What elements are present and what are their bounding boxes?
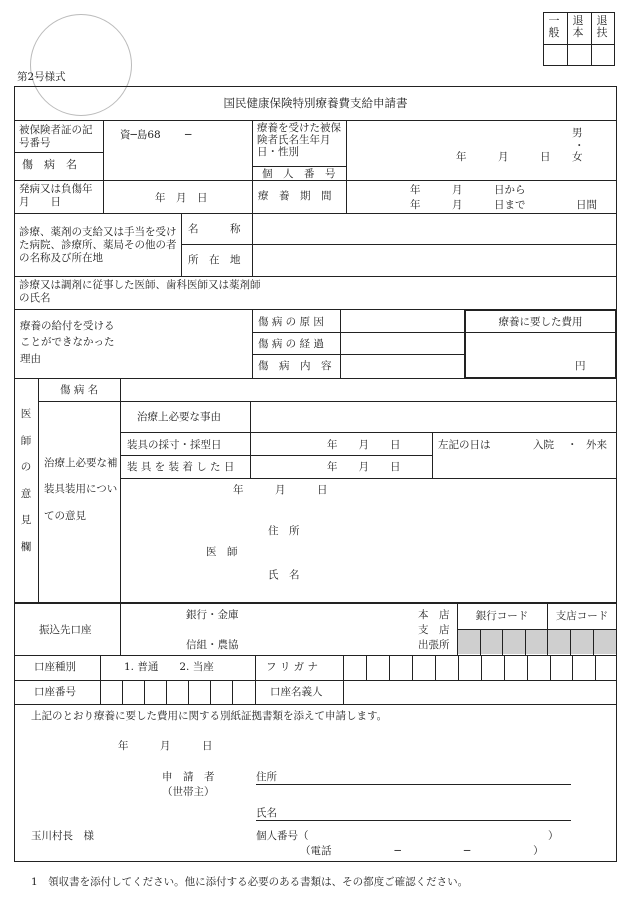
branch-code-label: 支店コード [555, 610, 609, 622]
patient-label: 療養を受けた被保険者氏名生年月日・性別 [257, 122, 341, 158]
inpatient-option[interactable]: 入院 [533, 439, 554, 451]
bank-kinko[interactable]: 銀行・金庫 [186, 609, 239, 621]
name-underline[interactable] [256, 820, 571, 821]
furigana-cell [550, 655, 551, 680]
facility-address-label: 所 在 地 [188, 254, 241, 266]
fitting-date-value[interactable]: 年 月 日 [327, 439, 401, 451]
personal-number-label: 個 人 番 号 [262, 168, 336, 180]
account-number-label: 口座番号 [34, 686, 76, 698]
account-cell [232, 680, 233, 705]
applicant-name-label: 氏名 [256, 807, 277, 819]
col-line [547, 603, 548, 655]
onset-date-label: 発病又は負傷年 月 日 [19, 183, 114, 208]
col-line [432, 432, 433, 478]
frame-side [616, 705, 617, 861]
row-line [14, 276, 617, 277]
opinion-disease-label: 傷 病 名 [60, 384, 99, 396]
status-box-retire-dependent[interactable]: 退扶 [596, 14, 608, 40]
code-cell [570, 629, 571, 655]
onset-date-value[interactable]: 年 月 日 [155, 192, 208, 204]
gender-female[interactable]: 女 [572, 151, 583, 163]
facility-name-label: 名 称 [188, 223, 241, 235]
account-holder-label: 口座名義人 [270, 686, 323, 698]
code-cell [525, 629, 526, 655]
cost-label: 療養に要した費用 [498, 316, 583, 328]
col-line [340, 309, 341, 378]
frame-side [14, 705, 15, 861]
col-line [120, 603, 121, 655]
row-line [38, 401, 617, 402]
bank-code-label: 銀行コード [475, 610, 529, 622]
account-cell [188, 680, 189, 705]
code-cell [480, 629, 481, 655]
applicant-personal-number-label: 個人番号（ [256, 830, 309, 842]
fitting-date-label: 装具の採寸・採型日 [127, 439, 222, 451]
gender-male[interactable]: 男 [572, 127, 583, 139]
injury-course-label: 傷 病 の 経 過 [258, 338, 324, 350]
wearing-date-label: 装 具 を 装 着 し た 日 [127, 461, 235, 473]
form-number: 第2号様式 [17, 71, 66, 83]
cost-yen[interactable]: 円 [575, 360, 586, 372]
period-days[interactable]: 日間 [576, 199, 597, 211]
row-line [14, 180, 617, 181]
opinion-vertical-title: 医 師 の 意 見 欄 [20, 408, 32, 553]
col-line [103, 120, 104, 213]
declaration-text: 上記のとおり療養に要した費用に関する別紙証拠書類を添えて申請します。 [31, 710, 388, 722]
account-type-label: 口座種別 [34, 661, 76, 673]
option-dot: ・ [567, 439, 578, 451]
doctor-address-label: 住 所 [268, 525, 300, 537]
code-cell [502, 629, 503, 655]
application-date[interactable]: 年 月 日 [118, 740, 213, 752]
address-underline[interactable] [256, 784, 571, 785]
outpatient-option[interactable]: 外来 [586, 439, 607, 451]
row-line [120, 432, 617, 433]
necessity-label: 治療上必要な事由 [137, 411, 221, 423]
head-office[interactable]: 本 店 [418, 609, 450, 621]
doctor-label: 医 師 [206, 546, 238, 558]
row-line [464, 332, 617, 333]
patient-dob[interactable]: 年 月 日 [456, 151, 551, 163]
account-cell [166, 680, 167, 705]
status-divider [543, 44, 615, 45]
facility-label: 診療、薬剤の支給又は手当を受けた病院、診療所、薬局その他の者の名称及び所在地 [19, 226, 177, 264]
row-line [14, 152, 103, 153]
applicant-address-label: 住所 [256, 771, 277, 783]
col-line [120, 378, 121, 602]
period-label: 療 養 期 間 [258, 190, 332, 202]
left-date-label: 左記の日は [438, 439, 491, 451]
account-type-options[interactable]: 1. 普通 2. 当座 [124, 661, 214, 673]
wearing-date-value[interactable]: 年 月 日 [327, 461, 401, 473]
account-cell [210, 680, 211, 705]
doctor-name-label: 診療又は調剤に従事した医師、歯科医師又は薬剤師の氏名 [19, 279, 261, 304]
injury-content-label: 傷 病 内 容 [258, 360, 332, 372]
status-divider [567, 12, 568, 66]
furigana-cell [572, 655, 573, 680]
row-line [14, 680, 617, 681]
disease-name-label: 傷 病 名 [22, 158, 77, 171]
insured-number-label: 被保険者証の記号番号 [19, 124, 93, 149]
row-line [120, 455, 432, 456]
row-line [252, 354, 464, 355]
col-line [252, 309, 253, 378]
code-cell [593, 629, 594, 655]
account-cell [144, 680, 145, 705]
shinkumi-nokyo[interactable]: 信組・農協 [186, 639, 239, 651]
section-line [14, 602, 617, 604]
row-line [14, 378, 617, 379]
col-line [38, 378, 39, 602]
orthosis-opinion-label: 治療上必要な補装具装用についての意見 [44, 457, 118, 522]
row-line [120, 478, 617, 479]
furigana-cell [412, 655, 413, 680]
row-line [181, 244, 617, 245]
row-line [14, 213, 617, 214]
period-to[interactable]: 年 月 日まで [410, 199, 526, 211]
status-box-retire-self[interactable]: 退本 [572, 14, 584, 40]
furigana-label: フ リ ガ ナ [266, 661, 319, 673]
addressee: 玉川村長 様 [31, 830, 94, 842]
row-line [252, 332, 464, 333]
branch-office[interactable]: 支 店 [418, 624, 450, 636]
sub-office[interactable]: 出張所 [418, 639, 450, 651]
applicant-phone[interactable]: （電話 ─ ─ ） [300, 845, 544, 857]
insured-number-value[interactable]: 資─島68 ─ [120, 129, 192, 141]
account-cell [122, 680, 123, 705]
row-line [252, 166, 346, 167]
transfer-account-label: 振込先口座 [39, 624, 92, 636]
furigana-cell [504, 655, 505, 680]
applicant-personal-number-close: ） [548, 830, 559, 842]
footnote: 1 領収書を添付してください。他に添付する必要のある書類は、その都度ご確認ください。 [31, 876, 469, 888]
col-line [250, 401, 251, 478]
form-title: 国民健康保険特別療養費支給申請書 [223, 96, 408, 110]
furigana-cell [458, 655, 459, 680]
reason-label: 療養の給付を受けることができなかった理由 [20, 320, 115, 365]
gender-dot: ・ [574, 140, 585, 152]
householder-label: （世帯主） [162, 786, 215, 798]
status-divider [591, 12, 592, 66]
furigana-cell [595, 655, 596, 680]
col-line [346, 120, 347, 213]
furigana-cell [435, 655, 436, 680]
period-from[interactable]: 年 月 日から [410, 184, 526, 196]
furigana-cell [366, 655, 367, 680]
furigana-cell [389, 655, 390, 680]
injury-cause-label: 傷 病 の 原 因 [258, 316, 324, 328]
section-line [14, 861, 617, 862]
opinion-date[interactable]: 年 月 日 [233, 484, 328, 496]
furigana-cell [481, 655, 482, 680]
row-line [14, 120, 617, 121]
status-box-general[interactable]: 一般 [548, 14, 560, 40]
applicant-label: 申 請 者 [162, 771, 215, 783]
furigana-cell [527, 655, 528, 680]
doctor-name-sign-label: 氏 名 [268, 569, 300, 581]
